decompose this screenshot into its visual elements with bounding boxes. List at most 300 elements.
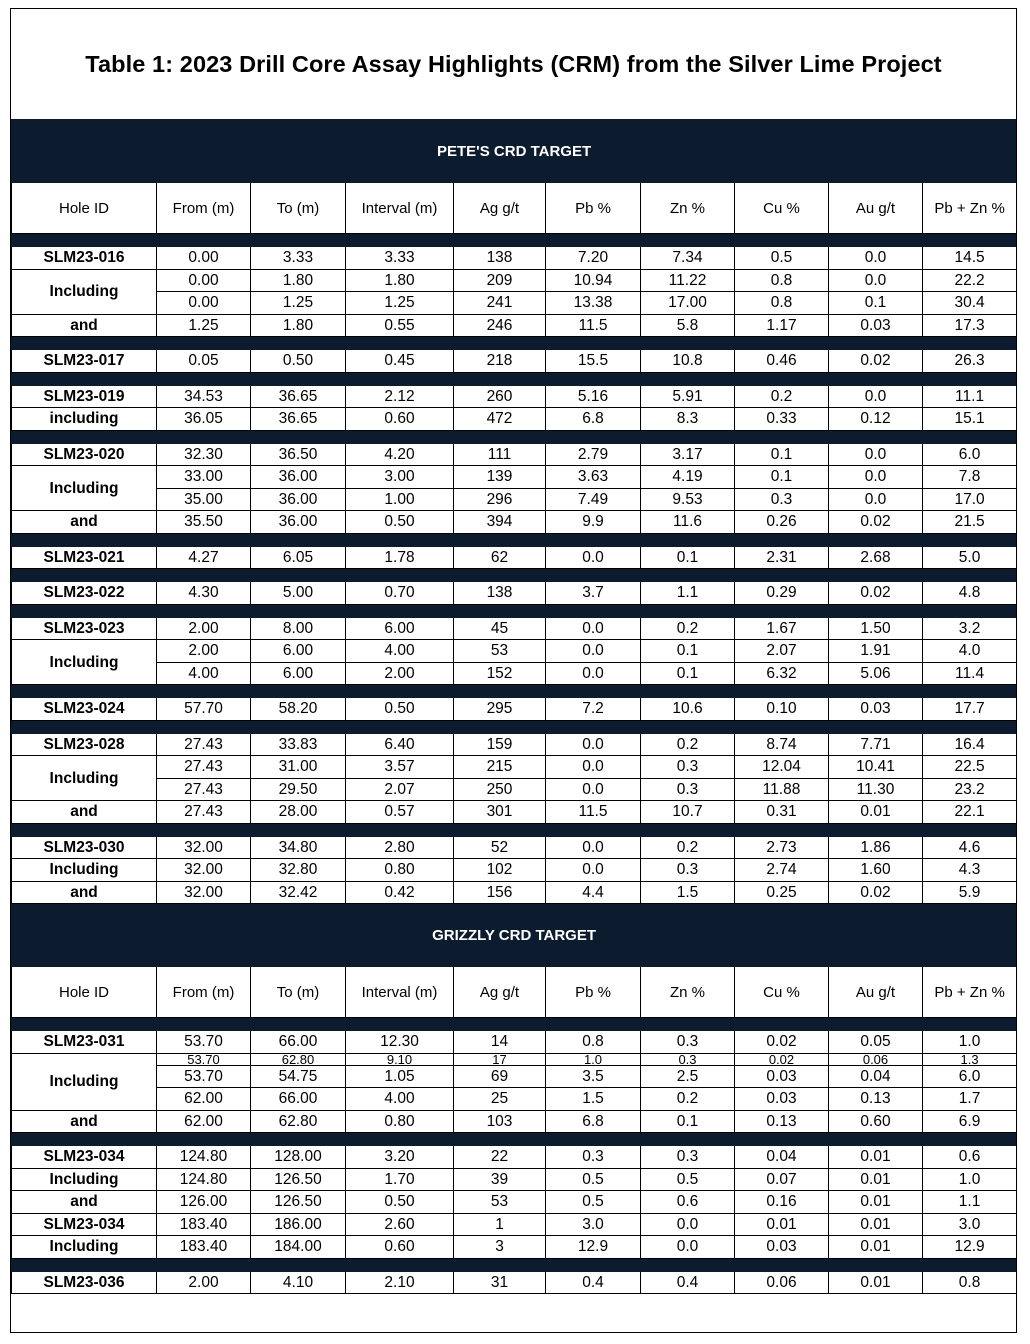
table-row	[12, 1146, 1017, 1169]
data-cell: 124.80	[157, 1146, 251, 1169]
data-cell: 4.20	[346, 443, 454, 466]
data-cell: 152	[454, 662, 546, 685]
table-row	[12, 617, 1017, 640]
group-separator	[12, 685, 1017, 698]
table-row	[12, 1271, 1017, 1294]
data-cell: 29.50	[251, 778, 346, 801]
data-cell: 1.1	[641, 582, 735, 605]
data-cell: 3	[454, 1236, 546, 1259]
data-cell: 4.19	[641, 466, 735, 489]
data-cell: 2.07	[735, 640, 829, 663]
data-cell: 0.5	[735, 247, 829, 270]
data-cell: 3.20	[346, 1146, 454, 1169]
data-cell: 22.1	[923, 801, 1017, 824]
data-cell: 0.06	[829, 1053, 923, 1065]
hole-label: and	[12, 1191, 157, 1214]
data-cell: 17.0	[923, 488, 1017, 511]
table-row	[12, 1168, 1017, 1191]
data-cell: 126.50	[251, 1168, 346, 1191]
data-cell: 34.80	[251, 836, 346, 859]
data-cell: 62.80	[251, 1110, 346, 1133]
data-cell: 3.0	[546, 1213, 641, 1236]
column-header-row	[12, 183, 1017, 234]
data-cell: 53	[454, 1191, 546, 1214]
data-cell: 7.8	[923, 466, 1017, 489]
data-cell: 6.00	[251, 662, 346, 685]
data-cell: 241	[454, 292, 546, 315]
data-cell: 36.00	[251, 488, 346, 511]
data-cell: 17	[454, 1053, 546, 1065]
data-cell: 126.50	[251, 1191, 346, 1214]
data-cell: 4.3	[923, 859, 1017, 882]
data-cell: 10.94	[546, 269, 641, 292]
data-cell: 32.00	[157, 859, 251, 882]
hole-label: and	[12, 1110, 157, 1133]
column-header: Interval (m)	[346, 183, 454, 234]
data-cell: 1.80	[251, 269, 346, 292]
table-title: Table 1: 2023 Drill Core Assay Highlights (CRM) from the Silver Lime Project	[85, 50, 942, 77]
column-header: Pb + Zn %	[923, 183, 1017, 234]
column-header: Cu %	[735, 183, 829, 234]
data-cell: 1	[454, 1213, 546, 1236]
data-cell: 0.80	[346, 859, 454, 882]
data-cell: 4.00	[346, 640, 454, 663]
data-cell: 32.00	[157, 881, 251, 904]
table-row	[12, 314, 1017, 337]
section-title: PETE'S CRD TARGET	[12, 120, 1017, 183]
data-cell: 1.80	[251, 314, 346, 337]
data-cell: 31.00	[251, 756, 346, 779]
hole-label: SLM23-023	[12, 617, 157, 640]
column-header: Ag g/t	[454, 967, 546, 1018]
data-cell: 32.80	[251, 859, 346, 882]
data-cell: 0.6	[923, 1146, 1017, 1169]
data-cell: 0.80	[346, 1110, 454, 1133]
data-cell: 0.02	[829, 511, 923, 534]
data-cell: 0.3	[641, 859, 735, 882]
data-cell: 5.9	[923, 881, 1017, 904]
column-header: Pb + Zn %	[923, 967, 1017, 1018]
data-cell: 12.30	[346, 1031, 454, 1054]
data-cell: 2.00	[346, 662, 454, 685]
data-cell: 102	[454, 859, 546, 882]
hole-label: and	[12, 801, 157, 824]
table-row	[12, 247, 1017, 270]
data-cell: 36.00	[251, 466, 346, 489]
data-cell: 0.29	[735, 582, 829, 605]
group-separator	[12, 533, 1017, 546]
data-cell: 394	[454, 511, 546, 534]
data-cell: 0.00	[157, 292, 251, 315]
data-cell: 215	[454, 756, 546, 779]
data-cell: 0.0	[829, 488, 923, 511]
data-cell: 0.70	[346, 582, 454, 605]
data-cell: 36.05	[157, 408, 251, 431]
data-cell: 36.65	[251, 385, 346, 408]
hole-label: Including	[12, 640, 157, 685]
column-header: From (m)	[157, 967, 251, 1018]
data-cell: 2.00	[157, 1271, 251, 1294]
data-cell: 4.0	[923, 640, 1017, 663]
separator-bar	[12, 1258, 1017, 1271]
data-cell: 0.60	[346, 1236, 454, 1259]
separator-bar	[12, 569, 1017, 582]
data-cell: 6.32	[735, 662, 829, 685]
assay-table	[11, 119, 1017, 1294]
separator-bar	[12, 234, 1017, 247]
data-cell: 0.0	[546, 617, 641, 640]
data-cell: 0.05	[829, 1031, 923, 1054]
data-cell: 0.03	[735, 1088, 829, 1111]
data-cell: 4.00	[346, 1088, 454, 1111]
data-cell: 0.1	[641, 640, 735, 663]
table-row	[12, 778, 1017, 801]
data-cell: 8.00	[251, 617, 346, 640]
data-cell: 6.8	[546, 408, 641, 431]
group-separator	[12, 430, 1017, 443]
data-cell: 12.9	[923, 1236, 1017, 1259]
table-row	[12, 836, 1017, 859]
data-cell: 22.5	[923, 756, 1017, 779]
group-separator	[12, 337, 1017, 350]
table-row	[12, 511, 1017, 534]
data-cell: 138	[454, 247, 546, 270]
data-cell: 13.38	[546, 292, 641, 315]
data-cell: 4.6	[923, 836, 1017, 859]
data-cell: 0.3	[641, 756, 735, 779]
data-cell: 3.5	[546, 1065, 641, 1088]
data-cell: 0.60	[829, 1110, 923, 1133]
data-cell: 27.43	[157, 778, 251, 801]
hole-label: SLM23-019	[12, 385, 157, 408]
data-cell: 3.57	[346, 756, 454, 779]
hole-label: Including	[12, 466, 157, 511]
data-cell: 0.1	[829, 292, 923, 315]
data-cell: 2.80	[346, 836, 454, 859]
group-separator	[12, 1258, 1017, 1271]
data-cell: 2.74	[735, 859, 829, 882]
data-cell: 6.05	[251, 546, 346, 569]
data-cell: 27.43	[157, 756, 251, 779]
hole-label: SLM23-034	[12, 1213, 157, 1236]
document-frame	[10, 8, 1017, 1333]
data-cell: 4.27	[157, 546, 251, 569]
data-cell: 9.10	[346, 1053, 454, 1065]
data-cell: 209	[454, 269, 546, 292]
data-cell: 11.22	[641, 269, 735, 292]
data-cell: 0.0	[546, 546, 641, 569]
separator-bar	[12, 823, 1017, 836]
data-cell: 5.8	[641, 314, 735, 337]
data-cell: 17.3	[923, 314, 1017, 337]
hole-label: Including	[12, 269, 157, 314]
table-row	[12, 1110, 1017, 1133]
data-cell: 0.33	[735, 408, 829, 431]
data-cell: 52	[454, 836, 546, 859]
data-cell: 1.3	[923, 1053, 1017, 1065]
data-cell: 66.00	[251, 1031, 346, 1054]
data-cell: 11.30	[829, 778, 923, 801]
data-cell: 0.02	[829, 881, 923, 904]
data-cell: 1.86	[829, 836, 923, 859]
hole-label: SLM23-031	[12, 1031, 157, 1054]
data-cell: 0.50	[251, 350, 346, 373]
hole-label: including	[12, 408, 157, 431]
data-cell: 21.5	[923, 511, 1017, 534]
table-row	[12, 1236, 1017, 1259]
data-cell: 35.00	[157, 488, 251, 511]
hole-label: SLM23-024	[12, 698, 157, 721]
data-cell: 0.3	[641, 1146, 735, 1169]
separator-bar	[12, 1018, 1017, 1031]
data-cell: 66.00	[251, 1088, 346, 1111]
data-cell: 0.50	[346, 511, 454, 534]
data-cell: 1.05	[346, 1065, 454, 1088]
data-cell: 0.2	[641, 733, 735, 756]
section-header-row	[12, 120, 1017, 183]
data-cell: 0.04	[829, 1065, 923, 1088]
data-cell: 128.00	[251, 1146, 346, 1169]
column-header: Zn %	[641, 967, 735, 1018]
data-cell: 1.1	[923, 1191, 1017, 1214]
data-cell: 0.0	[546, 859, 641, 882]
data-cell: 5.06	[829, 662, 923, 685]
data-cell: 0.10	[735, 698, 829, 721]
data-cell: 6.00	[346, 617, 454, 640]
hole-label: Including	[12, 1236, 157, 1259]
data-cell: 1.80	[346, 269, 454, 292]
data-cell: 0.50	[346, 698, 454, 721]
column-header: Au g/t	[829, 967, 923, 1018]
hole-label: SLM23-022	[12, 582, 157, 605]
data-cell: 138	[454, 582, 546, 605]
table-row	[12, 1065, 1017, 1088]
data-cell: 14	[454, 1031, 546, 1054]
data-cell: 0.55	[346, 314, 454, 337]
data-cell: 0.1	[641, 1110, 735, 1133]
data-cell: 0.06	[735, 1271, 829, 1294]
data-cell: 57.70	[157, 698, 251, 721]
data-cell: 0.01	[829, 1168, 923, 1191]
data-cell: 1.25	[251, 292, 346, 315]
column-header: Au g/t	[829, 183, 923, 234]
data-cell: 0.3	[641, 1031, 735, 1054]
data-cell: 3.00	[346, 466, 454, 489]
data-cell: 9.53	[641, 488, 735, 511]
table-row	[12, 385, 1017, 408]
data-cell: 7.49	[546, 488, 641, 511]
data-cell: 0.42	[346, 881, 454, 904]
data-cell: 26.3	[923, 350, 1017, 373]
data-cell: 2.79	[546, 443, 641, 466]
data-cell: 3.17	[641, 443, 735, 466]
data-cell: 39	[454, 1168, 546, 1191]
data-cell: 0.3	[546, 1146, 641, 1169]
data-cell: 0.13	[829, 1088, 923, 1111]
data-cell: 17.7	[923, 698, 1017, 721]
data-cell: 45	[454, 617, 546, 640]
data-cell: 11.5	[546, 314, 641, 337]
data-cell: 58.20	[251, 698, 346, 721]
data-cell: 27.43	[157, 733, 251, 756]
hole-label: Including	[12, 1168, 157, 1191]
table-row	[12, 1088, 1017, 1111]
data-cell: 1.78	[346, 546, 454, 569]
data-cell: 124.80	[157, 1168, 251, 1191]
hole-label: and	[12, 511, 157, 534]
data-cell: 0.01	[829, 1236, 923, 1259]
column-header: Interval (m)	[346, 967, 454, 1018]
table-row	[12, 859, 1017, 882]
data-cell: 1.7	[923, 1088, 1017, 1111]
data-cell: 0.45	[346, 350, 454, 373]
data-cell: 15.5	[546, 350, 641, 373]
data-cell: 296	[454, 488, 546, 511]
group-separator	[12, 372, 1017, 385]
data-cell: 0.13	[735, 1110, 829, 1133]
data-cell: 0.1	[641, 662, 735, 685]
data-cell: 14.5	[923, 247, 1017, 270]
hole-label: Including	[12, 859, 157, 882]
data-cell: 301	[454, 801, 546, 824]
data-cell: 16.4	[923, 733, 1017, 756]
data-cell: 54.75	[251, 1065, 346, 1088]
data-cell: 12.04	[735, 756, 829, 779]
data-cell: 0.01	[829, 1271, 923, 1294]
group-separator	[12, 234, 1017, 247]
group-separator	[12, 604, 1017, 617]
data-cell: 5.0	[923, 546, 1017, 569]
group-separator	[12, 1133, 1017, 1146]
hole-label: SLM23-017	[12, 350, 157, 373]
table-row	[12, 408, 1017, 431]
data-cell: 2.12	[346, 385, 454, 408]
data-cell: 1.25	[346, 292, 454, 315]
data-cell: 10.7	[641, 801, 735, 824]
data-cell: 0.01	[829, 1191, 923, 1214]
data-cell: 1.70	[346, 1168, 454, 1191]
data-cell: 184.00	[251, 1236, 346, 1259]
data-cell: 2.5	[641, 1065, 735, 1088]
data-cell: 6.40	[346, 733, 454, 756]
data-cell: 36.50	[251, 443, 346, 466]
data-cell: 5.16	[546, 385, 641, 408]
data-cell: 0.1	[641, 546, 735, 569]
data-cell: 53.70	[157, 1065, 251, 1088]
data-cell: 5.00	[251, 582, 346, 605]
data-cell: 1.25	[157, 314, 251, 337]
data-cell: 69	[454, 1065, 546, 1088]
data-cell: 3.33	[346, 247, 454, 270]
data-cell: 35.50	[157, 511, 251, 534]
data-cell: 9.9	[546, 511, 641, 534]
data-cell: 7.20	[546, 247, 641, 270]
data-cell: 2.00	[157, 617, 251, 640]
data-cell: 4.4	[546, 881, 641, 904]
data-cell: 8.3	[641, 408, 735, 431]
table-row	[12, 881, 1017, 904]
data-cell: 0.0	[546, 662, 641, 685]
data-cell: 36.00	[251, 511, 346, 534]
data-cell: 0.2	[641, 836, 735, 859]
data-cell: 8.74	[735, 733, 829, 756]
separator-bar	[12, 604, 1017, 617]
separator-bar	[12, 533, 1017, 546]
table-row	[12, 733, 1017, 756]
separator-bar	[12, 720, 1017, 733]
group-separator	[12, 823, 1017, 836]
data-cell: 0.0	[546, 756, 641, 779]
separator-bar	[12, 685, 1017, 698]
data-cell: 11.88	[735, 778, 829, 801]
data-cell: 33.83	[251, 733, 346, 756]
data-cell: 0.03	[735, 1065, 829, 1088]
table-row	[12, 698, 1017, 721]
data-cell: 12.9	[546, 1236, 641, 1259]
hole-label: SLM23-036	[12, 1271, 157, 1294]
group-separator	[12, 1018, 1017, 1031]
data-cell: 472	[454, 408, 546, 431]
data-cell: 0.2	[735, 385, 829, 408]
group-separator	[12, 569, 1017, 582]
data-cell: 186.00	[251, 1213, 346, 1236]
data-cell: 32.42	[251, 881, 346, 904]
data-cell: 0.05	[157, 350, 251, 373]
data-cell: 25	[454, 1088, 546, 1111]
data-cell: 0.57	[346, 801, 454, 824]
data-cell: 0.03	[735, 1236, 829, 1259]
data-cell: 6.00	[251, 640, 346, 663]
data-cell: 23.2	[923, 778, 1017, 801]
table-row	[12, 546, 1017, 569]
hole-label: Including	[12, 756, 157, 801]
table-row	[12, 756, 1017, 779]
table-row	[12, 662, 1017, 685]
data-cell: 0.01	[829, 1146, 923, 1169]
data-cell: 3.7	[546, 582, 641, 605]
data-cell: 0.0	[546, 778, 641, 801]
data-cell: 0.0	[546, 640, 641, 663]
data-cell: 0.0	[829, 443, 923, 466]
data-cell: 0.50	[346, 1191, 454, 1214]
data-cell: 0.0	[641, 1213, 735, 1236]
data-cell: 156	[454, 881, 546, 904]
separator-bar	[12, 1133, 1017, 1146]
data-cell: 0.16	[735, 1191, 829, 1214]
hole-label: SLM23-034	[12, 1146, 157, 1169]
data-cell: 3.2	[923, 617, 1017, 640]
data-cell: 0.02	[829, 350, 923, 373]
data-cell: 1.0	[923, 1031, 1017, 1054]
hole-label: SLM23-021	[12, 546, 157, 569]
data-cell: 0.03	[829, 314, 923, 337]
data-cell: 0.0	[829, 247, 923, 270]
data-cell: 0.8	[735, 292, 829, 315]
column-header: Hole ID	[12, 967, 157, 1018]
data-cell: 111	[454, 443, 546, 466]
table-row	[12, 1053, 1017, 1065]
data-cell: 0.02	[735, 1031, 829, 1054]
data-cell: 0.1	[735, 466, 829, 489]
data-cell: 1.0	[546, 1053, 641, 1065]
data-cell: 36.65	[251, 408, 346, 431]
data-cell: 33.00	[157, 466, 251, 489]
data-cell: 6.8	[546, 1110, 641, 1133]
data-cell: 27.43	[157, 801, 251, 824]
data-cell: 0.6	[641, 1191, 735, 1214]
data-cell: 1.91	[829, 640, 923, 663]
data-cell: 3.33	[251, 247, 346, 270]
